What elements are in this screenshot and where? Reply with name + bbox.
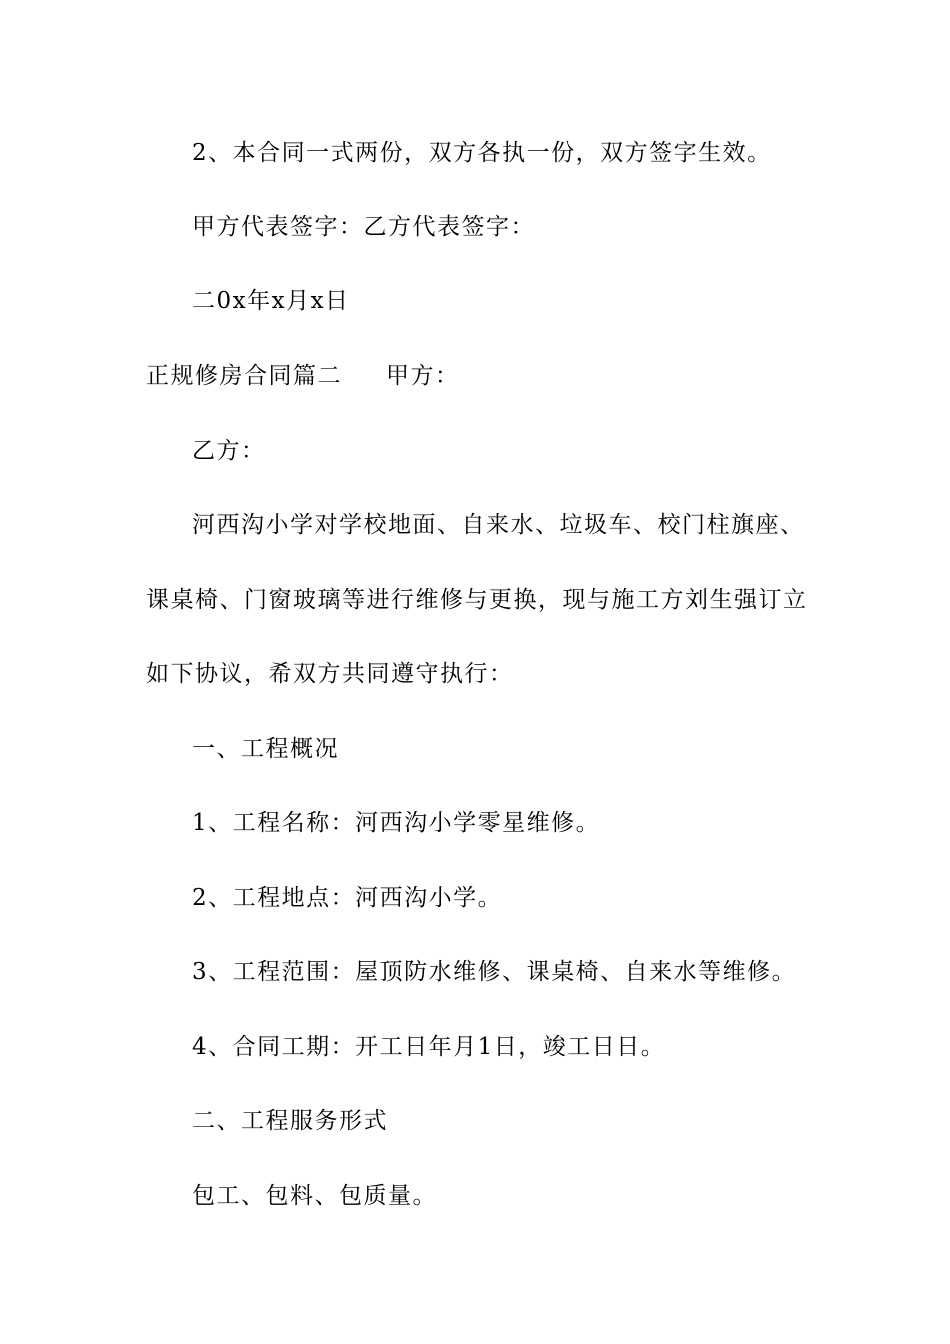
heading-project-overview: 一、工程概况 bbox=[192, 736, 339, 762]
section-heading-line bbox=[146, 361, 460, 391]
service-form-text: 包工、包料、包质量。 bbox=[192, 1183, 437, 1209]
heading-service-form: 二、工程服务形式 bbox=[192, 1108, 388, 1134]
party-b-label: 乙方： bbox=[192, 438, 266, 464]
party-a-label: 甲方： bbox=[386, 363, 460, 389]
item-project-name: 1、工程名称：河西沟小学零星维修。 bbox=[192, 810, 601, 836]
clause-copies: 2、本合同一式两份，双方各执一份，双方签字生效。 bbox=[192, 140, 772, 166]
intro-paragraph-line-3: 如下协议，希双方共同遵守执行： bbox=[146, 661, 514, 687]
signature-line: 甲方代表签字：乙方代表签字： bbox=[192, 214, 535, 240]
item-project-location: 2、工程地点：河西沟小学。 bbox=[192, 885, 503, 911]
intro-paragraph-line-2: 课桌椅、门窗玻璃等进行维修与更换，现与施工方刘生强订立 bbox=[146, 587, 808, 613]
intro-paragraph-line-1: 河西沟小学对学校地面、自来水、垃圾车、校门柱旗座、 bbox=[192, 512, 805, 538]
section-title: 正规修房合同篇二 bbox=[146, 363, 342, 389]
item-contract-period: 4、合同工期：开工日年月1日，竣工日日。 bbox=[192, 1034, 666, 1060]
item-project-scope: 3、工程范围：屋顶防水维修、课桌椅、自来水等维修。 bbox=[192, 959, 797, 985]
date-line: 二0x年x月x日 bbox=[192, 288, 350, 314]
